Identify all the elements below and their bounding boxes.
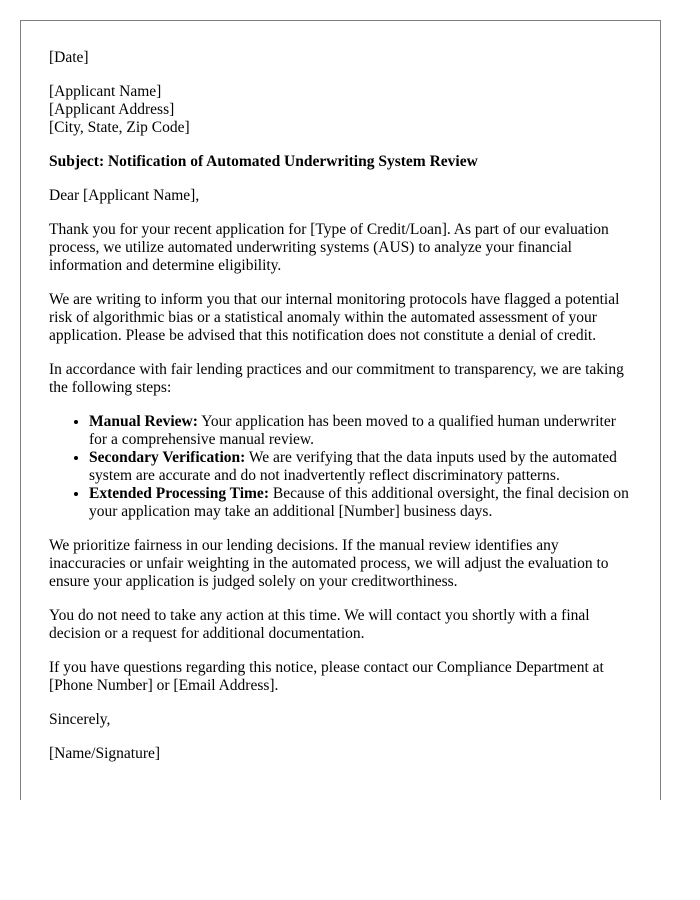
- paragraph-no-action: You do not need to take any action at this time. We will contact you shortly with a final decision or a request for additional documentation.: [49, 607, 590, 642]
- step-text: We are verifying that the data inputs used by the automated system are accurate and do not inadvertently reflect discriminatory patterns.: [89, 449, 617, 484]
- address-line-name: [Applicant Name]: [49, 83, 162, 100]
- address-line-city: [City, State, Zip Code]: [49, 119, 190, 136]
- step-title: Secondary Verification:: [89, 449, 246, 466]
- list-item: [89, 485, 632, 521]
- step-text: Your application has been moved to a qualified human underwriter for a comprehensive manual review.: [89, 413, 616, 448]
- letter-page: [20, 20, 661, 800]
- paragraph-steps-intro: In accordance with fair lending practices and our commitment to transparency, we are taking the following steps:: [49, 361, 624, 396]
- list-item: [89, 449, 632, 485]
- letter-date: [Date]: [49, 49, 89, 66]
- steps-list: [49, 413, 632, 521]
- paragraph-fairness: We prioritize fairness in our lending decisions. If the manual review identifies any inaccuracies or unfair weighting in the automated process, we will adjust the evaluation to ensure your application is judged solely on your creditworthiness.: [49, 537, 609, 590]
- letter-signature: [Name/Signature]: [49, 745, 161, 762]
- letter-salutation: Dear [Applicant Name],: [49, 187, 200, 204]
- address-line-street: [Applicant Address]: [49, 101, 175, 118]
- list-item: [89, 413, 632, 449]
- step-title: Manual Review:: [89, 413, 198, 430]
- letter-closing: Sincerely,: [49, 711, 111, 728]
- recipient-address: [49, 83, 632, 137]
- paragraph-intro: Thank you for your recent application for [Type of Credit/Loan]. As part of our evaluation process, we utilize automated underwriting systems (AUS) to analyze your financial information and determine eligibility.: [49, 221, 609, 274]
- paragraph-notice: We are writing to inform you that our internal monitoring protocols have flagged a potential risk of algorithmic bias or a statistical anomaly within the automated assessment of your application. Please be advised that this notification does not constitute a denial of credit.: [49, 291, 620, 344]
- step-title: Extended Processing Time:: [89, 485, 269, 502]
- paragraph-contact: If you have questions regarding this notice, please contact our Compliance Department at [Phone Number] or [Email Address].: [49, 659, 604, 694]
- step-text: Because of this additional oversight, the final decision on your application may take an additional [Number] business days.: [89, 485, 629, 520]
- letter-subject: Subject: Notification of Automated Underwriting System Review: [49, 153, 478, 170]
